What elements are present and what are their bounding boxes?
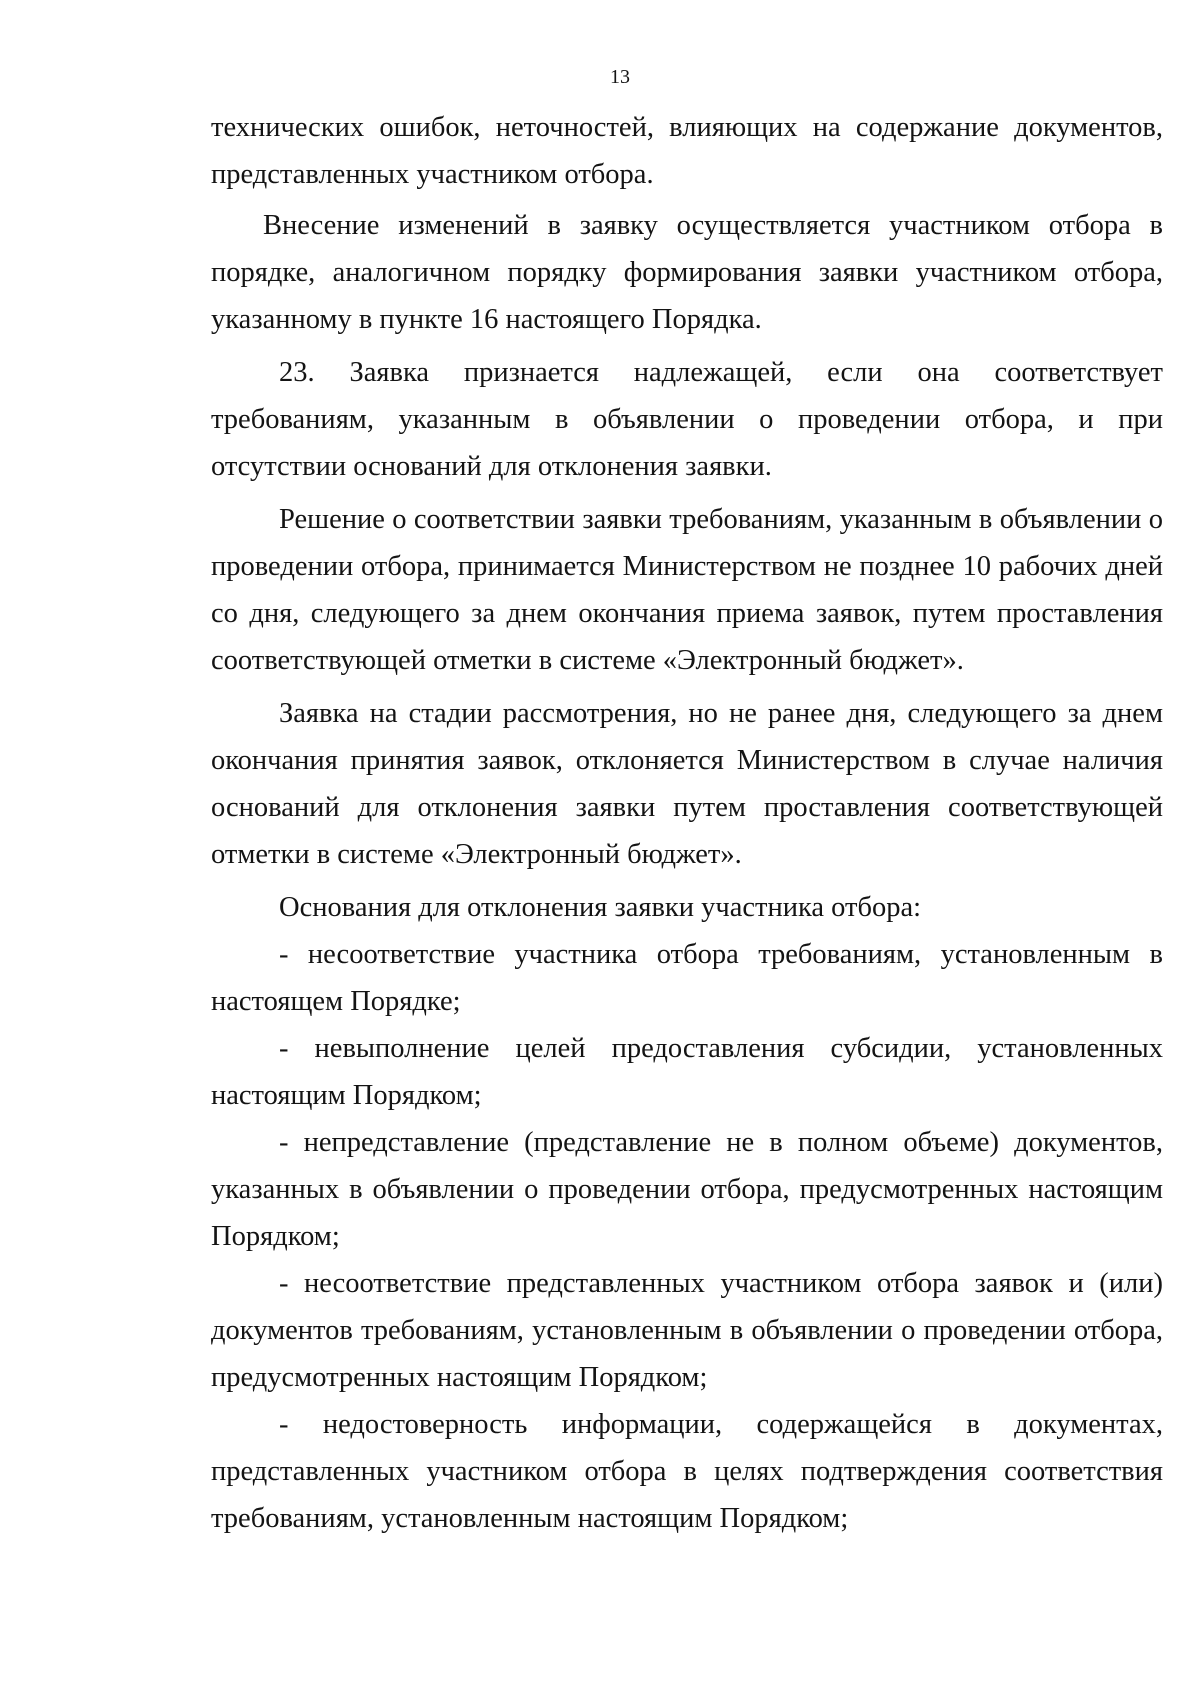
paragraph-compliance-decision: Решение о соответствии заявки требованиям, указанным в объявлении о проведении отбора, принимается Министерством не позднее 10 рабочих дней со дня, следующего за днем окончания приема заявок, путем проставления соответствующей отметки в системе «Электронный бюджет». [211,504,1163,676]
paragraph-application-changes: Внесение изменений в заявку осуществляется участником отбора в порядке, аналогичном порядку формирования заявки участником отбора, указанному в пункте 16 настоящего Порядка. [211,210,1163,335]
list-item-goals-not-met: - невыполнение целей предоставления субсидии, установленных настоящим Порядком; [211,1033,1163,1111]
paragraph-rejection-grounds-heading: Основания для отклонения заявки участника отбора: [279,892,922,923]
list-item-unreliable-information: - недостоверность информации, содержащейся в документах, представленных участником отбора в целях подтверждения соответствия требованиям, установленным настоящим Порядком; [211,1409,1163,1534]
paragraph-item-23: 23. Заявка признается надлежащей, если она соответствует требованиям, указанным в объявлении о проведении отбора, и при отсутствии оснований для отклонения заявки. [211,357,1163,482]
document-body [211,104,1163,1542]
paragraph-rejection: Заявка на стадии рассмотрения, но не ранее дня, следующего за днем окончания принятия заявок, отклоняется Министерством в случае наличия оснований для отклонения заявки путем проставления соответствующей отметки в системе «Электронный бюджет». [211,698,1163,870]
list-item-documents-missing: - непредставление (представление не в полном объеме) документов, указанных в объявлении о проведении отбора, предусмотренных настоящим Порядком; [211,1127,1163,1252]
page-number: 13 [610,66,630,88]
list-item-documents-noncompliance: - несоответствие представленных участником отбора заявок и (или) документов требованиям, установленным в объявлении о проведении отбора, предусмотренных настоящим Порядком; [211,1268,1163,1393]
list-item-participant-noncompliance: - несоответствие участника отбора требованиям, установленным в настоящем Порядке; [211,939,1163,1017]
paragraph-continuation: технических ошибок, неточностей, влияющих на содержание документов, представленных участником отбора. [211,112,1163,190]
